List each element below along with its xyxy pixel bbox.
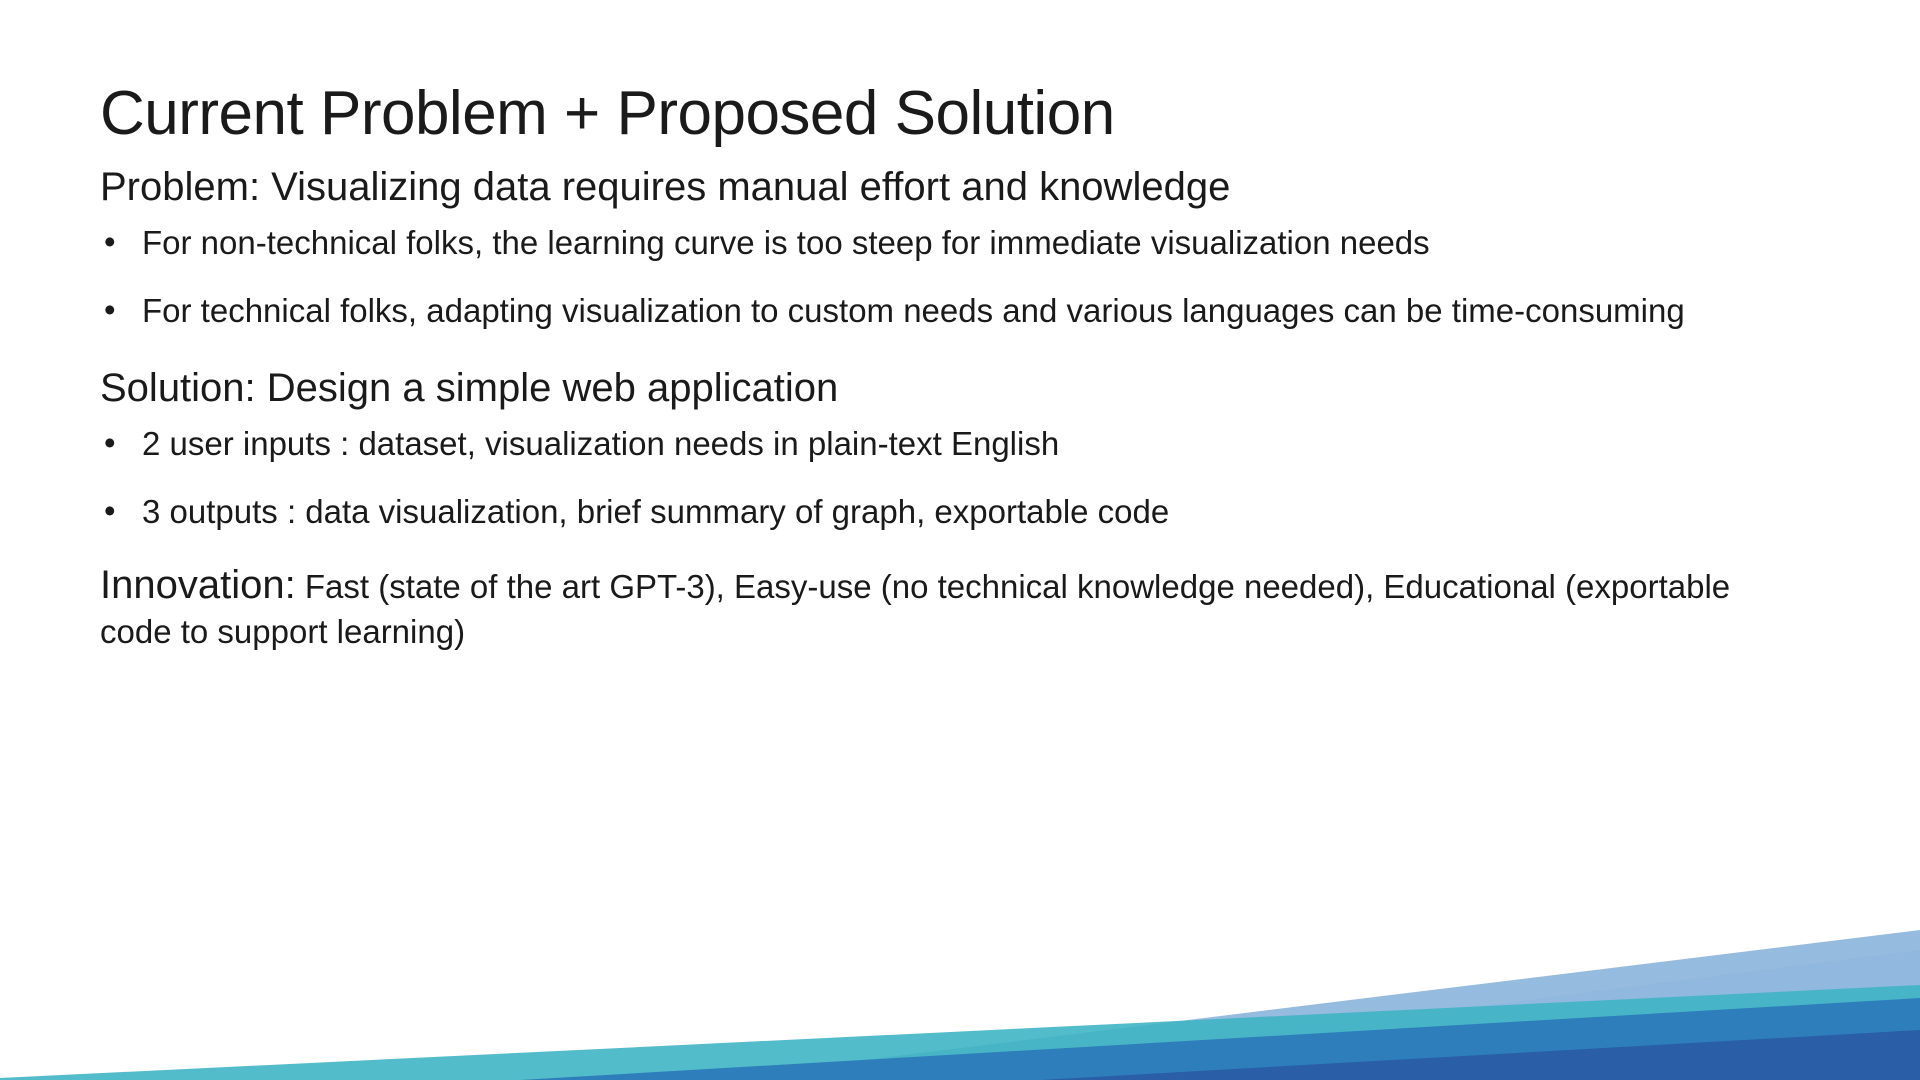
list-item: • For non-technical folks, the learning curve is too steep for immediate visualization needs	[100, 222, 1820, 264]
page-title: Current Problem + Proposed Solution	[100, 79, 1115, 148]
solution-heading: Solution: Design a simple web application	[100, 365, 839, 410]
problem-heading: Problem: Visualizing data requires manual effort and knowledge	[100, 165, 1231, 210]
wave-shape-deep-blue	[1040, 1030, 1920, 1080]
innovation-paragraph	[100, 559, 1780, 654]
wave-shape-pale-blue	[900, 950, 1920, 1080]
wave-shape-mid-blue	[520, 998, 1920, 1080]
problem-bullet-list	[100, 222, 1820, 332]
list-item: • 3 outputs : data visualization, brief summary of graph, exportable code	[100, 491, 1820, 533]
solution-bullet-list	[100, 423, 1820, 533]
innovation-label: Innovation:	[100, 563, 296, 608]
list-item: • 2 user inputs : dataset, visualization needs in plain-text English	[100, 423, 1820, 465]
innovation-text: Fast (state of the art GPT-3), Easy-use (no technical knowledge needed), Educational (exportable code to support learning)	[100, 568, 1731, 651]
list-item: • For technical folks, adapting visualization to custom needs and various languages can be time-consuming	[100, 290, 1820, 332]
wave-shape-teal	[0, 985, 1920, 1080]
wave-shape-light-blue	[700, 930, 1920, 1080]
slide-content	[100, 80, 1820, 654]
bottom-wave-decoration	[0, 890, 1920, 1080]
